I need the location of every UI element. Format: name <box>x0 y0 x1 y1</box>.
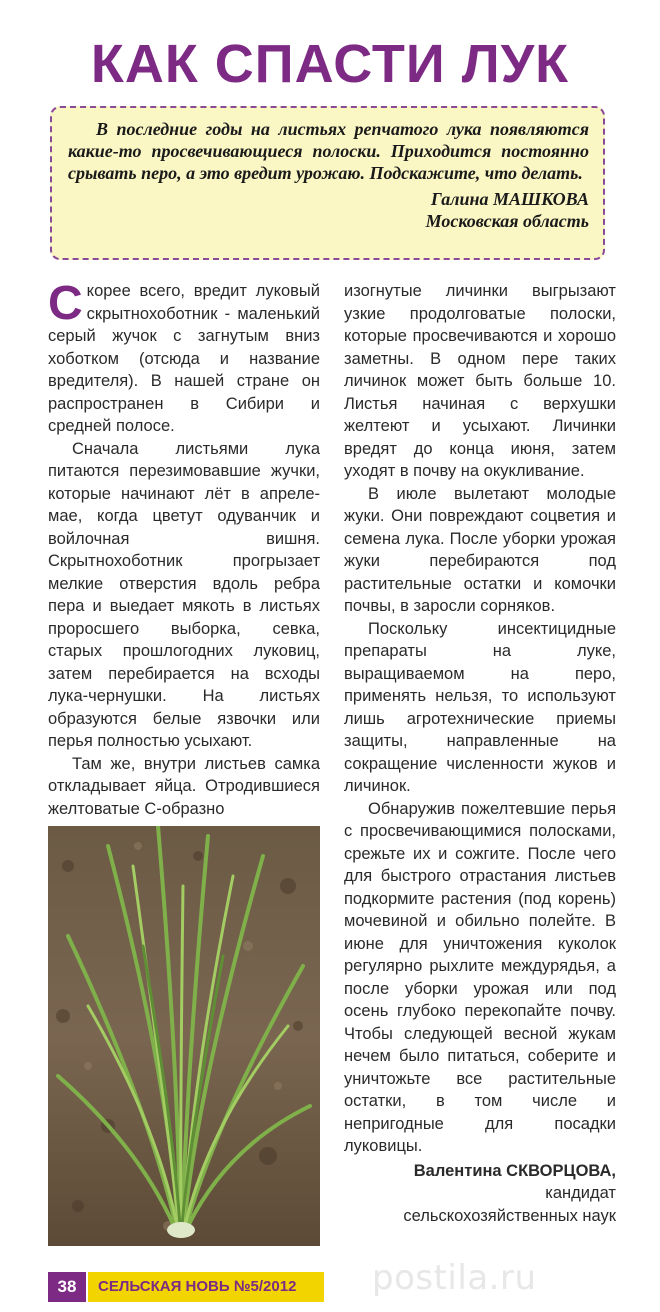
lead-author <box>68 188 589 232</box>
lead-box <box>50 106 605 260</box>
article-title: КАК СПАСТИ ЛУК <box>90 34 570 94</box>
article-paragraph-1 <box>48 277 320 438</box>
lead-question: В последние годы на листьях репчатого лука появляются какие-то просвечивающиеся полоски. Приходится постоянно срывать перо, а это вредит урожаю. Подскажите, что делать. <box>68 119 589 183</box>
article-column-right <box>344 280 616 1227</box>
page-number: 38 <box>48 1272 86 1302</box>
onion-plant-image <box>48 826 320 1246</box>
article-column-left <box>48 277 320 820</box>
article-paragraph-7: Обнаружив пожелтевшие перья с просвечивающимися полосками, срежьте их и сожгите. После чего для быстрого отрастания листьев подкормите растения (под корень) мочевиной и обильно полейте. В июне для уничтожения куколок регулярно рыхлите междурядья, а после уборки урожая или под осень глубоко перекопайте почву. Чтобы следующей весной жукам нечем было питаться, соберите и уничтожьте все растительные остатки, в том числе и непригодные для посадки луковицы. <box>344 799 616 1155</box>
article-paragraph-2: Сначала листьями лука питаются перезимовавшие жучки, которые начинают лёт в апреле-мае, когда цветут одуванчик и войлочная вишня. Скрытнохоботник прогрызает мелкие отверстия вдоль ребра пера и выедает мякоть в листьях проросшего выборка, севка, старых прошлогодних луковиц, затем перебирается на всходы лука-чернушки. На листьях образуются белые язвочки или перья полностью усыхают. <box>48 439 320 750</box>
watermark-text: postila.ru <box>372 1258 537 1298</box>
article-paragraph-4: изогнутые личинки выгрызают узкие продолговатые полоски, которые просвечиваются и хорошо заметны. В одном пере таких личинок может быть больше 10. Листья начиная с верхушки желтеют и усыхают. Личинки вредят до конца июня, затем уходят в почву на окукливание. <box>344 282 616 480</box>
onion-photo <box>48 826 320 1246</box>
author-role-line-2: сельскохозяйственных наук <box>403 1206 616 1225</box>
article-paragraph-5: В июле вылетают молодые жуки. Они повреждают соцветия и семена лука. После уборки урожая жуки перебираются под растительные остатки и комочки почвы, в заросли сорняков. <box>344 484 616 615</box>
article-paragraph-3: Там же, внутри листьев самка откладывает яйца. Отродившиеся желтоватые С-образно <box>48 754 320 818</box>
paragraph-1-text: корее всего, вредит луковый скрытнохоботник - маленький серый жучок с загнутым вниз хоботком (отсюда и название вредителя). В нашей стране он распространен в Сибири и средней полосе. <box>48 282 320 435</box>
article-paragraph-6: Поскольку инсектицидные препараты на луке, выращиваемом на перо, применять нельзя, то используют лишь агротехнические приемы защиты, направленные на сокращение численности жуков и личинок. <box>344 619 616 795</box>
lead-author-region: Московская область <box>425 211 589 231</box>
lead-author-name: Галина МАШКОВА <box>430 189 589 209</box>
article-author: Валентина СКВОРЦОВА, <box>413 1161 616 1180</box>
dropcap-letter: С <box>48 277 83 330</box>
magazine-issue: СЕЛЬСКАЯ НОВЬ №5/2012 <box>88 1272 324 1302</box>
author-role-line-1: кандидат <box>545 1184 616 1202</box>
